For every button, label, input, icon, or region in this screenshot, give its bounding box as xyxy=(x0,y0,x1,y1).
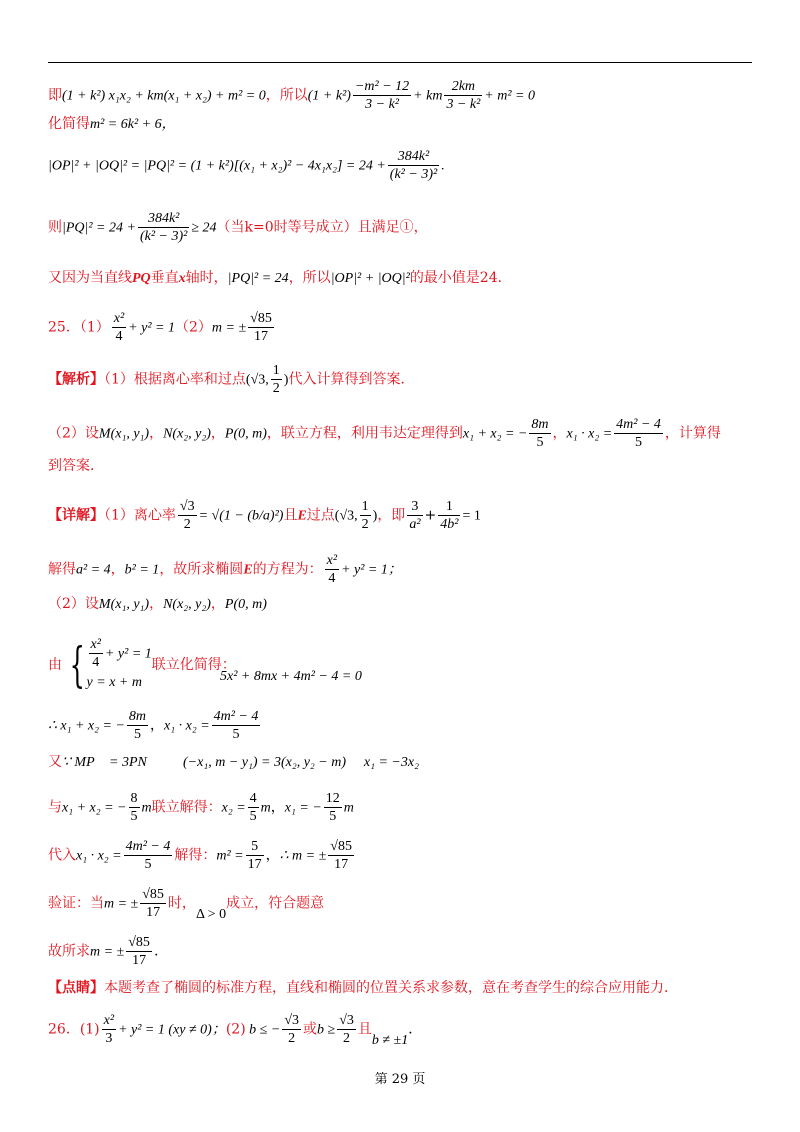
q25-answer: 25．（1） $\frac{\text{x²}}{4}$ + y² = 1（2）m = ± $\frac{√85}{17}$ xyxy=(48,311,272,344)
fraction: $\frac{2km}{\text{3 − k²}}$ xyxy=(446,79,481,112)
analysis-line-3: 到答案． xyxy=(48,458,104,474)
fraction: $\frac{8m}{5}$ xyxy=(128,709,147,742)
fraction: $\frac{\text{x²}}{3}$ xyxy=(103,1013,115,1046)
conclusion-line: 故所求m = ± $\frac{√85}{17}$ . xyxy=(48,935,159,968)
fraction: $\frac{√3}{2}$ xyxy=(179,499,195,532)
line-2: 化简得m² = 6k² + 6， xyxy=(48,116,176,132)
fraction: $\frac{\text{−m² − 12}}{\text{3 − k²}}$ xyxy=(354,79,410,112)
q26-answer: 26．(1) $\frac{\text{x²}}{3}$ + y² = 1 (xy ≠ 0)；(2) b ≤ − $\frac{√3}{2}$ 或b ≥ $\frac{√3}{2}$ 且b ≠ ±1． xyxy=(48,1013,423,1048)
verify-line: 验证：当m = ± $\frac{√85}{17}$ 时，Δ > 0成立，符合题意 xyxy=(48,887,325,922)
fraction: $\frac{8}{5}$ xyxy=(130,791,138,824)
fraction: $\frac{√85}{17}$ xyxy=(142,887,164,920)
detail-line-1: 【详解】（1）离心率 $\frac{√3}{2}$ = √(1 − (b/a)²)且E过点(√3, $\frac{1}{2}$ )，即 $\frac{3}{\text{a²}}$ + $\frac{1}{\text{4b²}}$ = 1 xyxy=(48,499,481,532)
system-line: 由 { $\frac{\text{x²}}{4}$ + y² = 1 y = x + m 联立化简得： xyxy=(48,637,236,693)
comment-line: 【点睛】本题考查了椭圆的标准方程，直线和椭圆的位置关系求参数，意在考查学生的综合应用能力． xyxy=(48,980,678,996)
fraction: $\frac{\text{x²}}{4}$ xyxy=(326,553,338,586)
analysis-line: 【解析】（1）根据离心率和过点(√3, $\frac{1}{2}$ )代入计算得到答案． xyxy=(48,363,415,396)
vieta-line: ∴ x₁ + x₂ = − $\frac{8m}{5}$ ，x₁ · x₂ = $\frac{\text{4m² − 4}}{5}$ xyxy=(48,709,259,742)
fraction: $\frac{1}{2}$ xyxy=(361,499,369,532)
equation-system: $\frac{\text{x²}}{4}$ + y² = 1 y = x + m xyxy=(86,637,152,690)
fraction: $\frac{\text{4m² − 4}}{5}$ xyxy=(616,417,661,450)
line-1: 即(1 + k²) x₁x₂ + km(x₁ + x₂) + m² = 0，所以(1 + k²) $\frac{\text{−m² − 12}}{\text{3 − k²}}$ + km $\frac{2km}{\text{3 − k²}}$ + m² = 0 xyxy=(48,79,535,112)
fraction: $\frac{√85}{17}$ xyxy=(330,839,352,872)
line-4: 则|PQ|² = 24 + $\frac{\text{384k²}}{\text{(k² − 3)²}}$ ≥ 24（当k=0时等号成立）且满足①， xyxy=(48,211,428,244)
header-rule xyxy=(48,62,752,63)
fraction: $\frac{√3}{2}$ xyxy=(339,1013,354,1046)
solve-line: 解得a² = 4，b² = 1，故所求椭圆E的方程为： $\frac{\text{x²}}{4}$ + y² = 1； xyxy=(48,553,402,586)
page-number: 第 29 页 xyxy=(374,1072,426,1087)
fraction: $\frac{1}{\text{4b²}}$ xyxy=(440,499,459,532)
system-result: 5x² + 8mx + 4m² − 4 = 0 xyxy=(220,669,362,684)
fraction: $\frac{3}{\text{a²}}$ xyxy=(409,499,421,532)
fraction: $\frac{√3}{2}$ xyxy=(284,1013,299,1046)
line-5: 又因为当直线PQ垂直x轴时，|PQ|² = 24，所以|OP|² + |OQ|²的最小值是24． xyxy=(48,270,512,286)
fraction: $\frac{8m}{5}$ xyxy=(531,417,549,450)
fraction: $\frac{\text{384k²}}{\text{(k² − 3)²}}$ xyxy=(139,211,188,244)
fraction: $\frac{1}{2}$ xyxy=(272,363,280,396)
substitute-line: 代入x₁ · x₂ = $\frac{\text{4m² − 4}}{5}$ 解得：m² = $\frac{5}{17}$ ，∴ m = ± $\frac{√85}{17}$ xyxy=(48,839,352,872)
fraction: $\frac{√85}{17}$ xyxy=(128,935,150,968)
vector-line: 又∵ MP⃗ = 3PN⃗，∴ (−x₁, m − y₁) = 3(x₂, y₂ − m) ∴ x₁ = −3x₂ xyxy=(48,754,419,770)
fraction: $\frac{12}{5}$ xyxy=(325,791,340,824)
line-3: |OP|² + |OQ|² = |PQ|² = (1 + k²)[(x₁ + x₂)² − 4x₁x₂] = 24 + $\frac{\text{384k²}}{\text{(k² − 3)²}}$ . xyxy=(48,149,445,182)
part2-setup: （2）设M(x₁, y₁)，N(x₂, y₂)，P(0, m) xyxy=(48,596,267,612)
fraction: $\frac{4}{5}$ xyxy=(249,791,257,824)
brace: { xyxy=(69,637,85,693)
fraction: $\frac{√85}{17}$ xyxy=(250,311,272,344)
fraction: $\frac{\text{384k²}}{\text{(k² − 3)²}}$ xyxy=(389,149,438,182)
fraction: $\frac{\text{4m² − 4}}{5}$ xyxy=(213,709,259,742)
fraction: $\frac{\text{x²}}{4}$ xyxy=(113,311,125,344)
solve-x-line: 与x₁ + x₂ = − $\frac{8}{5}$ m联立解得：x₂ = $\frac{4}{5}$ m，x₁ = − $\frac{12}{5}$ m xyxy=(48,791,354,824)
analysis-line-2: （2）设M(x₁, y₁)，N(x₂, y₂)，P(0, m)，联立方程，利用韦达定理得到x₁ + x₂ = − $\frac{8m}{5}$ ，x₁ · x₂ = $\frac{\text{4m² − 4}}{5}$ ，计算得 xyxy=(48,417,721,450)
fraction: $\frac{5}{17}$ xyxy=(247,839,262,872)
fraction: $\frac{\text{4m² − 4}}{5}$ xyxy=(125,839,171,872)
